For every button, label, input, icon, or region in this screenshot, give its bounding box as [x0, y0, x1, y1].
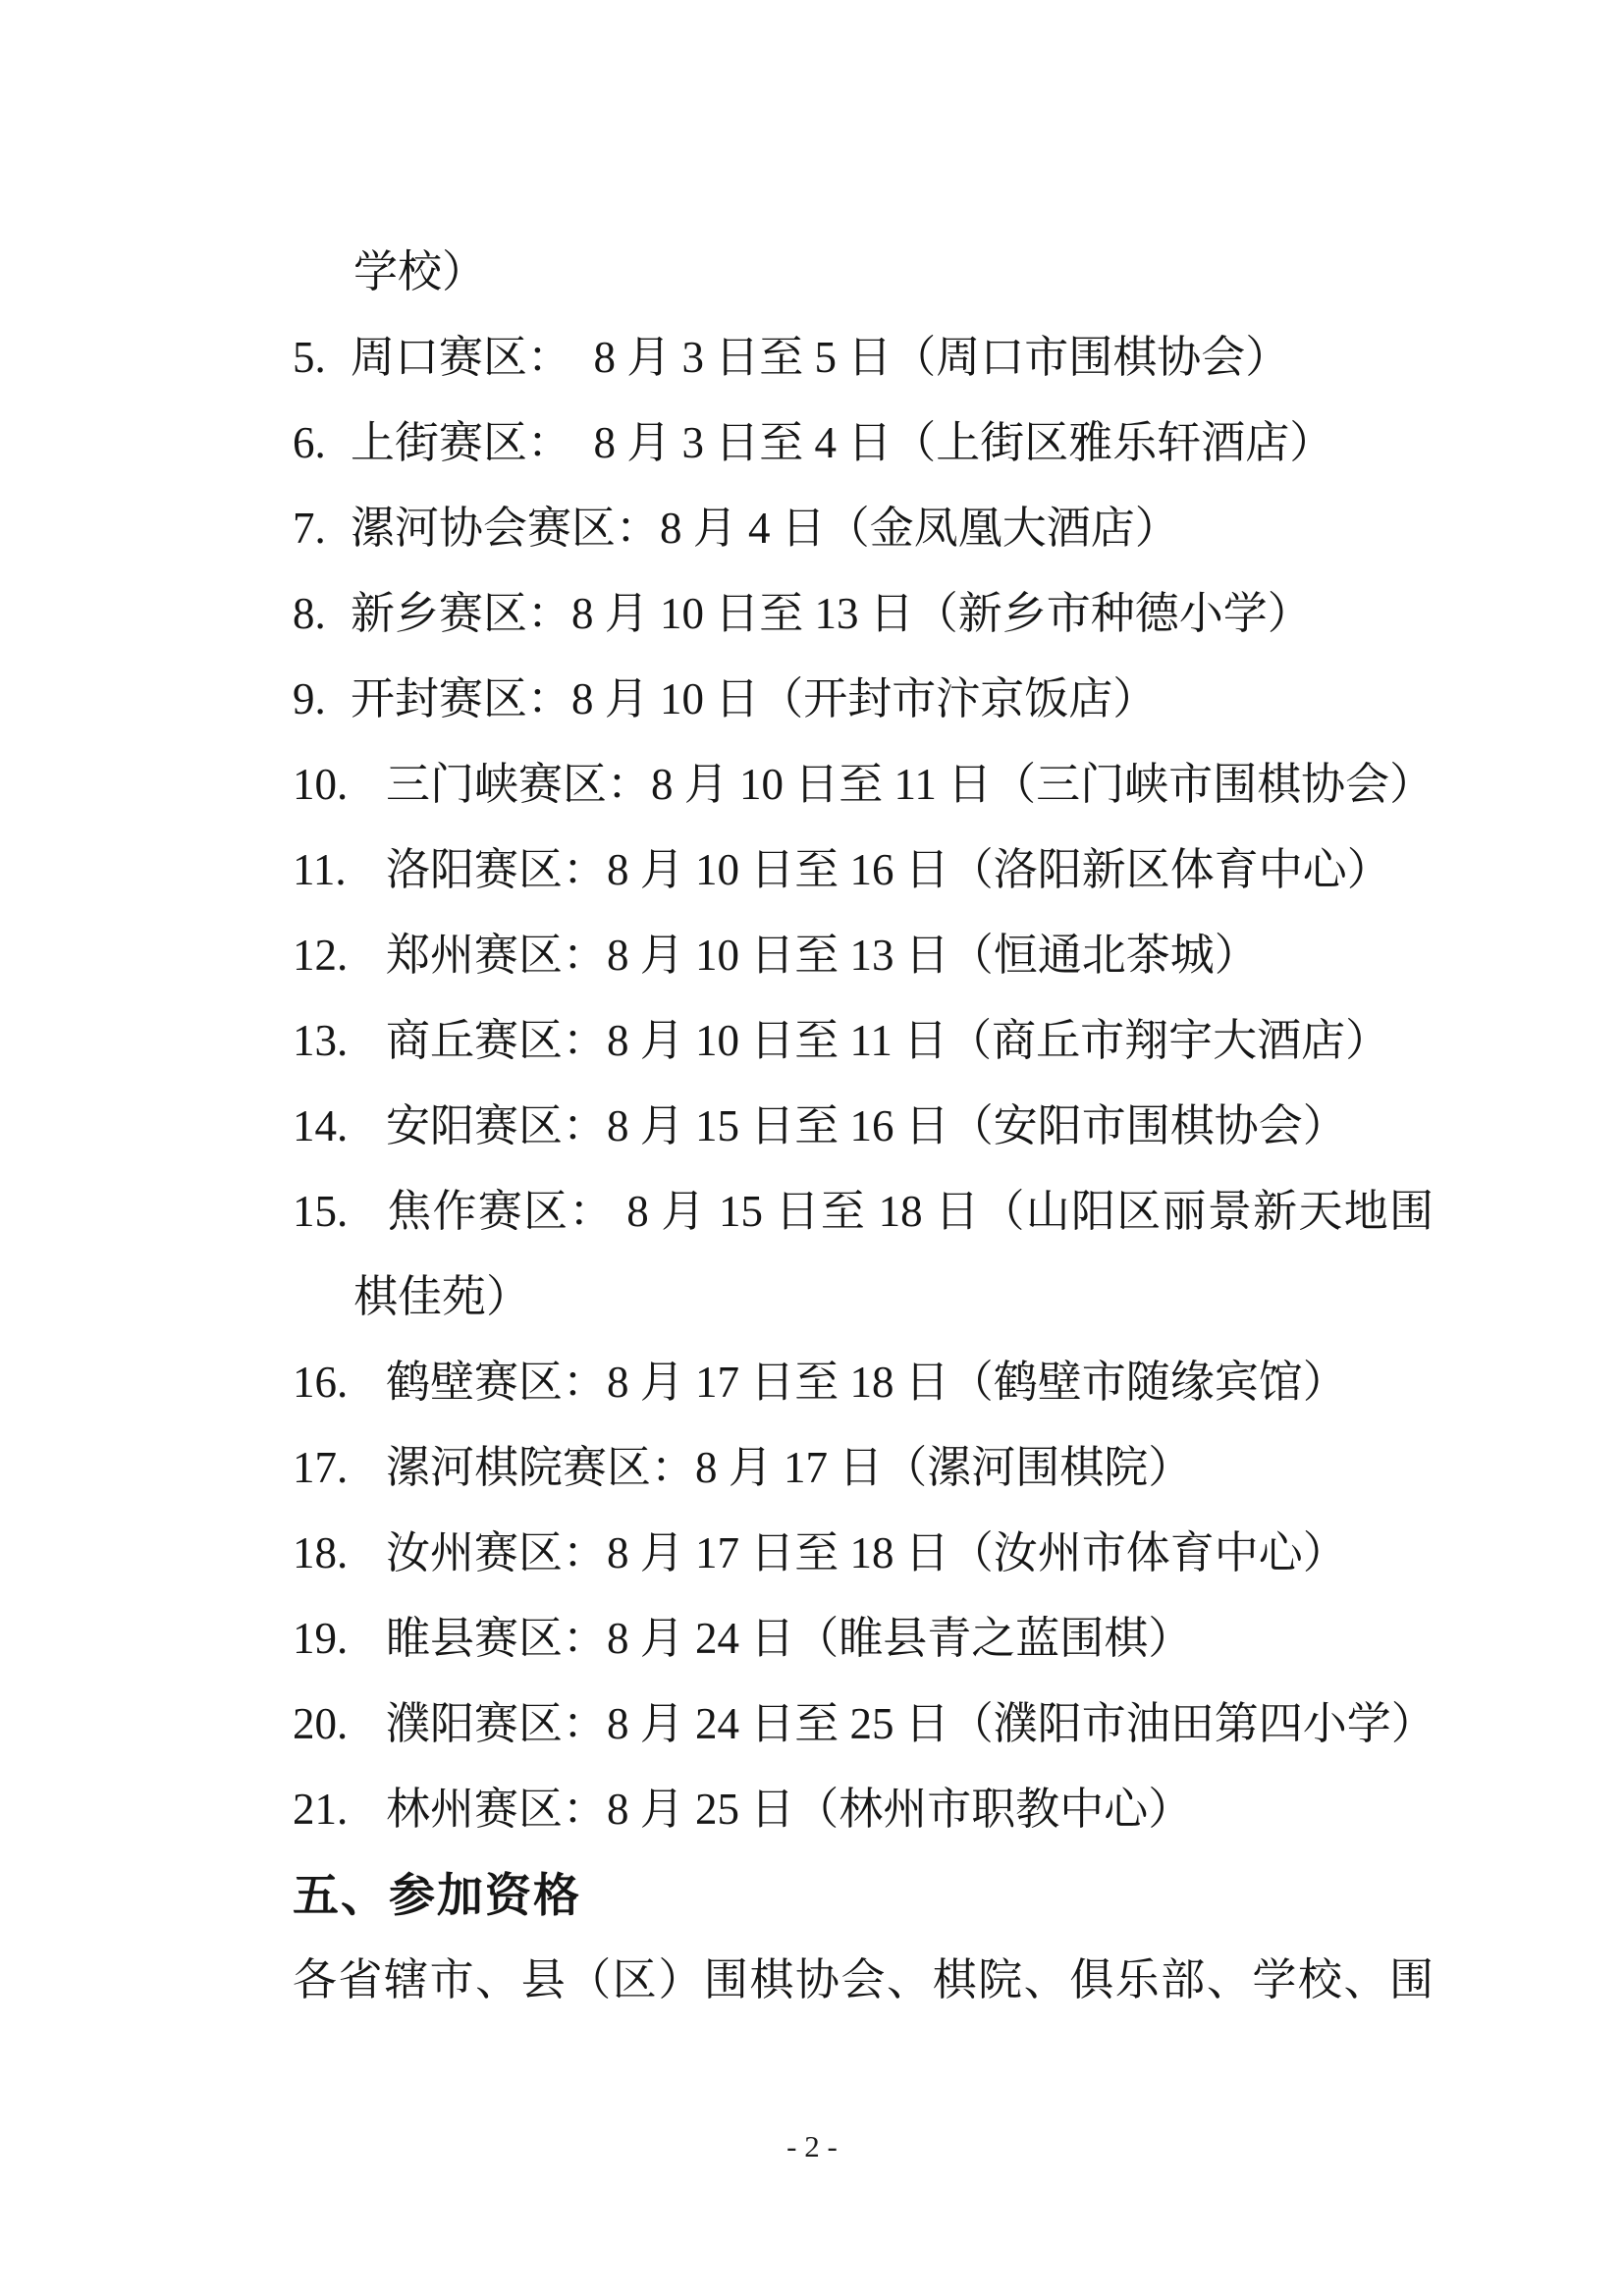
item-text: 三门峡赛区：8 月 10 日至 11 日（三门峡市围棋协会）: [386, 760, 1435, 809]
venue-list-item: [293, 657, 1434, 742]
venue-list-item: [293, 1084, 1434, 1169]
item-number: 19.: [293, 1614, 349, 1663]
item-number: 14.: [293, 1101, 349, 1150]
item-number: 13.: [293, 1016, 349, 1065]
venue-list-item: [293, 1596, 1434, 1682]
item-text: 漯河协会赛区：8 月 4 日（金凤凰大酒店）: [351, 504, 1179, 553]
item-number: 8.: [293, 589, 326, 638]
continuation-line-top: 学校）: [353, 247, 487, 296]
venue-list-item: [293, 315, 1434, 400]
venue-list-item: [293, 1511, 1434, 1596]
item-number: 11.: [293, 845, 347, 894]
item-text: 漯河棋院赛区：8 月 17 日（漯河围棋院）: [386, 1443, 1193, 1492]
item-number: 10.: [293, 760, 349, 809]
item-text: 周口赛区： 8 月 3 日至 5 日（周口市围棋协会）: [351, 333, 1290, 382]
item-number: 18.: [293, 1528, 349, 1577]
item-text: 商丘赛区：8 月 10 日至 11 日（商丘市翔宇大酒店）: [386, 1016, 1390, 1065]
item-text: 郑州赛区：8 月 10 日至 13 日（恒通北茶城）: [386, 931, 1259, 980]
venue-list-item: [293, 1767, 1434, 1852]
venue-list-item: [293, 828, 1434, 913]
item-text: 开封赛区：8 月 10 日（开封市汴京饭店）: [351, 674, 1158, 723]
venue-list-item: [293, 400, 1434, 486]
item-text: 焦作赛区： 8 月 15 日至 18 日（山阳区丽景新天地围: [386, 1187, 1434, 1236]
item-number: 12.: [293, 931, 349, 980]
continuation-line: 棋佳苑）: [353, 1272, 531, 1321]
item-text: 鹤壁赛区：8 月 17 日至 18 日（鹤壁市随缘宾馆）: [386, 1358, 1347, 1407]
item-number: 9.: [293, 674, 326, 723]
venue-list-item: [293, 913, 1434, 998]
venue-list-item: [293, 1425, 1434, 1511]
item-number: 6.: [293, 418, 326, 467]
venue-list-item: [293, 998, 1434, 1084]
item-number: 16.: [293, 1358, 349, 1407]
item-number: 21.: [293, 1785, 349, 1834]
item-text: 新乡赛区：8 月 10 日至 13 日（新乡市种德小学）: [351, 589, 1312, 638]
venue-list-item: [293, 742, 1434, 828]
item-text: 洛阳赛区：8 月 10 日至 16 日（洛阳新区体育中心）: [386, 845, 1391, 894]
item-text: 安阳赛区：8 月 15 日至 16 日（安阳市围棋协会）: [386, 1101, 1347, 1150]
item-text: 林州赛区：8 月 25 日（林州市职教中心）: [386, 1785, 1193, 1834]
venue-list-item: [293, 486, 1434, 571]
venue-list-item: [293, 1682, 1434, 1767]
item-text: 汝州赛区：8 月 17 日至 18 日（汝州市体育中心）: [386, 1528, 1347, 1577]
page-number: - 2 -: [786, 2129, 838, 2163]
section-heading: 五、参加资格: [293, 1869, 581, 1921]
document-body: [293, 230, 1434, 2023]
item-number: 15.: [293, 1187, 349, 1236]
item-text: 濮阳赛区：8 月 24 日至 25 日（濮阳市油田第四小学）: [386, 1699, 1435, 1748]
paragraph-first-line: 各省辖市、县（区）围棋协会、棋院、俱乐部、学校、围: [293, 1955, 1434, 2004]
item-text: 上街赛区： 8 月 3 日至 4 日（上街区雅乐轩酒店）: [351, 418, 1334, 467]
item-number: 17.: [293, 1443, 349, 1492]
venue-list-item: [293, 1169, 1434, 1255]
item-number: 20.: [293, 1699, 349, 1748]
venue-list-item: [293, 571, 1434, 657]
venue-list: [293, 315, 1434, 1852]
venue-list-item: [293, 1340, 1434, 1425]
item-number: 5.: [293, 333, 326, 382]
item-text: 睢县赛区：8 月 24 日（睢县青之蓝围棋）: [386, 1614, 1193, 1663]
item-number: 7.: [293, 504, 326, 553]
